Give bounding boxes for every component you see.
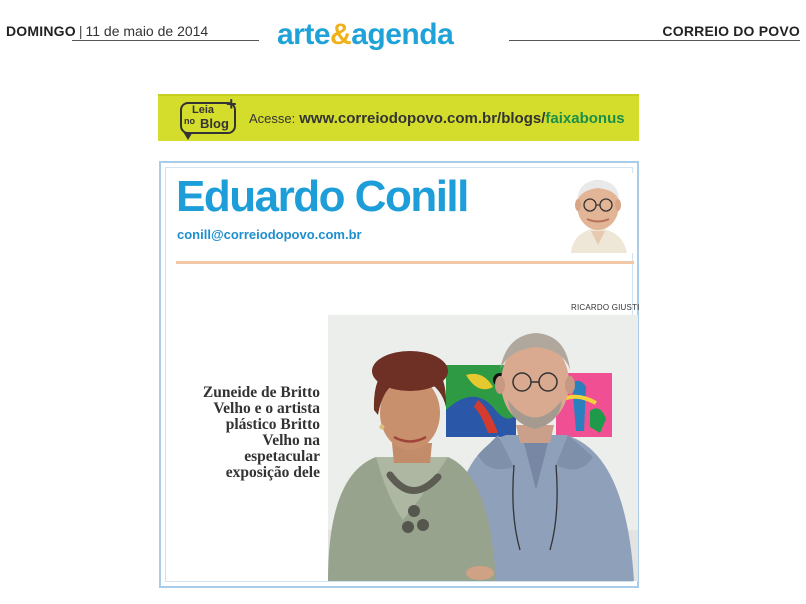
blog-banner[interactable] bbox=[158, 94, 639, 141]
leia-no-blog-logo bbox=[170, 94, 240, 138]
columnist-box bbox=[159, 161, 639, 588]
brand-arte: arte bbox=[277, 18, 331, 51]
edition-separator: | bbox=[78, 23, 83, 39]
event-photo bbox=[328, 315, 638, 581]
author-portrait bbox=[563, 173, 633, 253]
newspaper-name: CORREIO DO POVO bbox=[662, 23, 800, 39]
edition-day: DOMINGO bbox=[6, 23, 76, 39]
logo-leia: Leia bbox=[192, 104, 215, 116]
logo-plus: + bbox=[226, 94, 237, 114]
banner-label: Acesse: bbox=[249, 111, 296, 126]
banner-url-path[interactable]: faixabonus bbox=[545, 110, 625, 127]
columnist-box-inner bbox=[165, 167, 640, 582]
brand-agenda: agenda bbox=[351, 18, 454, 51]
header-edition bbox=[6, 23, 208, 39]
brand-ampersand: & bbox=[330, 18, 352, 51]
photo-caption: Zuneide de Britto Velho e o artista plástico Britto Velho na espetacular exposição dele bbox=[202, 384, 320, 481]
section-brand-logo bbox=[277, 18, 453, 52]
banner-link[interactable] bbox=[249, 110, 625, 127]
logo-blog: Blog bbox=[200, 116, 229, 131]
header-divider bbox=[176, 261, 634, 264]
author-name: Eduardo Conill bbox=[176, 172, 468, 221]
logo-no: no bbox=[184, 116, 195, 126]
header-rule-right bbox=[509, 40, 800, 41]
banner-url[interactable]: www.correiodopovo.com.br/blogs/ bbox=[299, 110, 546, 127]
header-rule-left bbox=[72, 40, 259, 41]
author-email[interactable]: conill@correiodopovo.com.br bbox=[177, 227, 362, 242]
hands-detail bbox=[466, 566, 494, 580]
photo-credit: RICARDO GIUSTI bbox=[571, 303, 640, 312]
edition-date: 11 de maio de 2014 bbox=[85, 23, 209, 39]
